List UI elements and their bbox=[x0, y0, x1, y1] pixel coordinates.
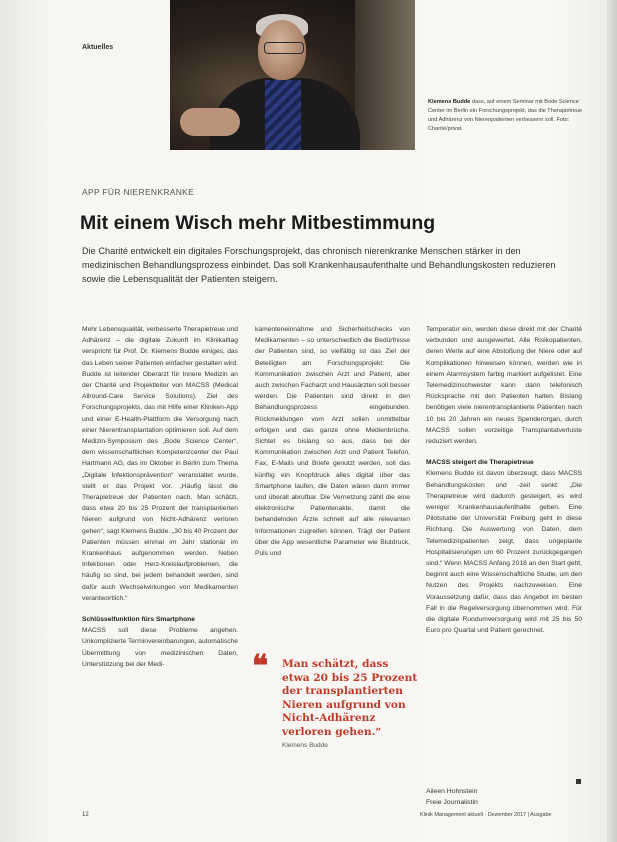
caption-name: Klemens Budde bbox=[428, 99, 471, 105]
author-block bbox=[426, 786, 478, 808]
publication-footer: Klinik Management aktuell · Dezember 2017 | Ausgabe bbox=[420, 812, 552, 818]
caption-credit: Foto: Charité/privat bbox=[428, 117, 570, 132]
article-kicker: APP FÜR NIERENKRANKE bbox=[82, 187, 195, 197]
portrait-photo bbox=[170, 0, 415, 150]
subheading: MACSS steigert die Therapietreue bbox=[426, 459, 534, 467]
caption-text: dass, auf einem Seminar mit Bode Science Center im Berlin ein Forschungsprojekt, das die Therapietreue und Adhärenz von Nierenpatienten verbessern soll. bbox=[428, 99, 583, 123]
article-lead: Die Charité entwickelt ein digitales Forschungsprojekt, das chronisch nierenkranke Menschen stärker in den medizinischen Behandlungsprozess einbindet. Das soll Krankenhausaufenthalte und Behandlungskosten reduzieren sowie die Lebensqualität der Patienten steigern. bbox=[82, 246, 556, 284]
section-label: Aktuelles bbox=[82, 44, 114, 51]
page-number: 12 bbox=[82, 812, 89, 818]
paragraph: MACSS soll diese Probleme angehen. Unkomplizierte Terminvereinbarungen, automatische Übermittlung von medizinischen Daten, Unterstützung bei der Medi- bbox=[82, 627, 238, 668]
photo-caption bbox=[428, 98, 588, 134]
paragraph: Mehr Lebensqualität, verbesserte Therapietreue und Adhärenz – die digitale Zukunft im Klinikalltag verspricht für Prof. Dr. Klemens Budde einiges, das das Leben seiner Patienten einfacher gestalten wird. Budde ist leitender Oberarzt für Innere Medizin an der Charité und Projektleiter von MACSS (Medical Allround-Care Service Solutions). Ziel des Forschungsprojekts, das mit Hilfe einer Kliniken-App und einer E-Health-Plattform die Versorgung nach einer Nierentransplantation optimieren soll. Auf dem Medizin-Symposium des „Bode Science Center“, dem wissenschaftlichen Kompetenzcenter der Paul Hartmann AG, das im Oktober in Berlin zum Thema „Digitale Infektionsprävention“ veranstaltet wurde, stellt er das Projekt vor. „Häufig lässt die Therapietreue der Patienten nach. Man schätzt, dass etwa 20 bis 25 Prozent der transplantierten Nieren aufgrund von Nicht-Adhärenz verloren gehen“, sagt Klemens Budde. „30 bis 40 Prozent der Patienten müssen einmal im Jahr stationär im Krankenhaus aufgenommen werden. Neben Infektionen oder Herz-Kreislaufproblemen, die häufig so sind, bei jedem behandelt werden, sind dafür auch Wechselwirkungen von Medikamenten verantwortlich.“ bbox=[82, 326, 238, 602]
pull-quote-text: Man schätzt, dass etwa 20 bis 25 Prozent der transplantierten Nieren aufgrund von Nicht-Adhärenz verloren gehen.“ bbox=[282, 658, 418, 738]
paragraph: Temperatur ein, werden diese direkt mit der Charité verbunden und ausgewertet. Alle Risikopatienten, deren Werte auf eine Abstoßung der Niere oder auf Komplikationen hinweisen können, werden wie in einem Alarmsystem farbig markiert aufgelistet. Eine Telemedizinschwester kann dann telefonisch Rücksprache mit den Patienten halten. Bislang benötigen viele nierentransplantierte Patienten nach 10 bis 20 Jahren ein neues Spenderorgan, durch MACSS sollen vorzeitige Transplantatverluste reduziert werden. bbox=[426, 326, 582, 446]
quote-mark-icon: ❝ bbox=[252, 649, 269, 684]
author-name: Aileen Hohnstein bbox=[426, 788, 478, 795]
subheading: Schlüsselfunktion fürs Smartphone bbox=[82, 616, 195, 624]
text-column-2 bbox=[255, 324, 410, 559]
pull-quote-author: Klemens Budde bbox=[282, 742, 328, 749]
text-column-3 bbox=[426, 324, 582, 636]
text-column-1 bbox=[82, 324, 238, 670]
page-edge-shadow bbox=[607, 0, 617, 842]
end-mark-icon bbox=[576, 779, 581, 784]
author-role: Freie Journalistin bbox=[426, 799, 478, 806]
paragraph: kamenteneinnahme und Sicherheitschecks von Medikamenten – so unterschiedlich die Bedürfnisse der Patienten sind, so vielfältig ist das Ziel der Beteiligten am Forschungsprojekt: Die Kommunikation zwischen Arzt und Patient, aber auch zwischen Facharzt und Hausärzten soll besser werden. Die Patienten sind direkt in den Behandlungsprozess eingebunden. Rückmeldungen vom Arzt sollen unmittelbar erfolgen und das ganze ohne Medienbrüche. Sichtet es bislang so aus, dass bei der Kommunikation zwischen Arzt und Patient Telefon, Fax, E-Mails und Briefe genutzt werden, soll das künftig ein Knopfdruck alles digital über das Smartphone laufen, die Daten wären dann immer und überall abrufbar. Die Vernetzung zählt die eine elektronische Patientenakte, damit die behandelnden Ärzte schnell auf alle relevanten Informationen zugreifen können. Trägt der Patient über die App wesentliche Parameter wie Blutdruck, Puls und bbox=[255, 326, 410, 558]
paragraph: Klemens Budde ist davon überzeugt, dass MACSS Behandlungskosten und -zeit senkt: „Die Therapietreue wird dadurch gesteigert, es wird weniger Krankenhausaufenthalte geben. Eine Pilotstudie der Universität Freiburg geht in diese Richtung. Die Auswertung von Daten, dem Telemedizinpatienten zeigt, dass ungeplante Hospitalisierungen um 60 Prozent zurückgegangen sind.“ Wenn MACSS Anfang 2018 an den Start geht, beginnt auch eine Wissenschaftliche Studie, um den Nutzen des Projekts nachzuweisen. Eine Voraussetzung dafür, dass das Angebot im besten Fall in die Regelversorgung übernommen wird. Für die digitale Rundumversorgung wird mit 25 bis 50 Euro pro Quartal und Patient gerechnet. bbox=[426, 470, 582, 635]
article-title: Mit einem Wisch mehr Mitbestimmung bbox=[80, 212, 436, 234]
